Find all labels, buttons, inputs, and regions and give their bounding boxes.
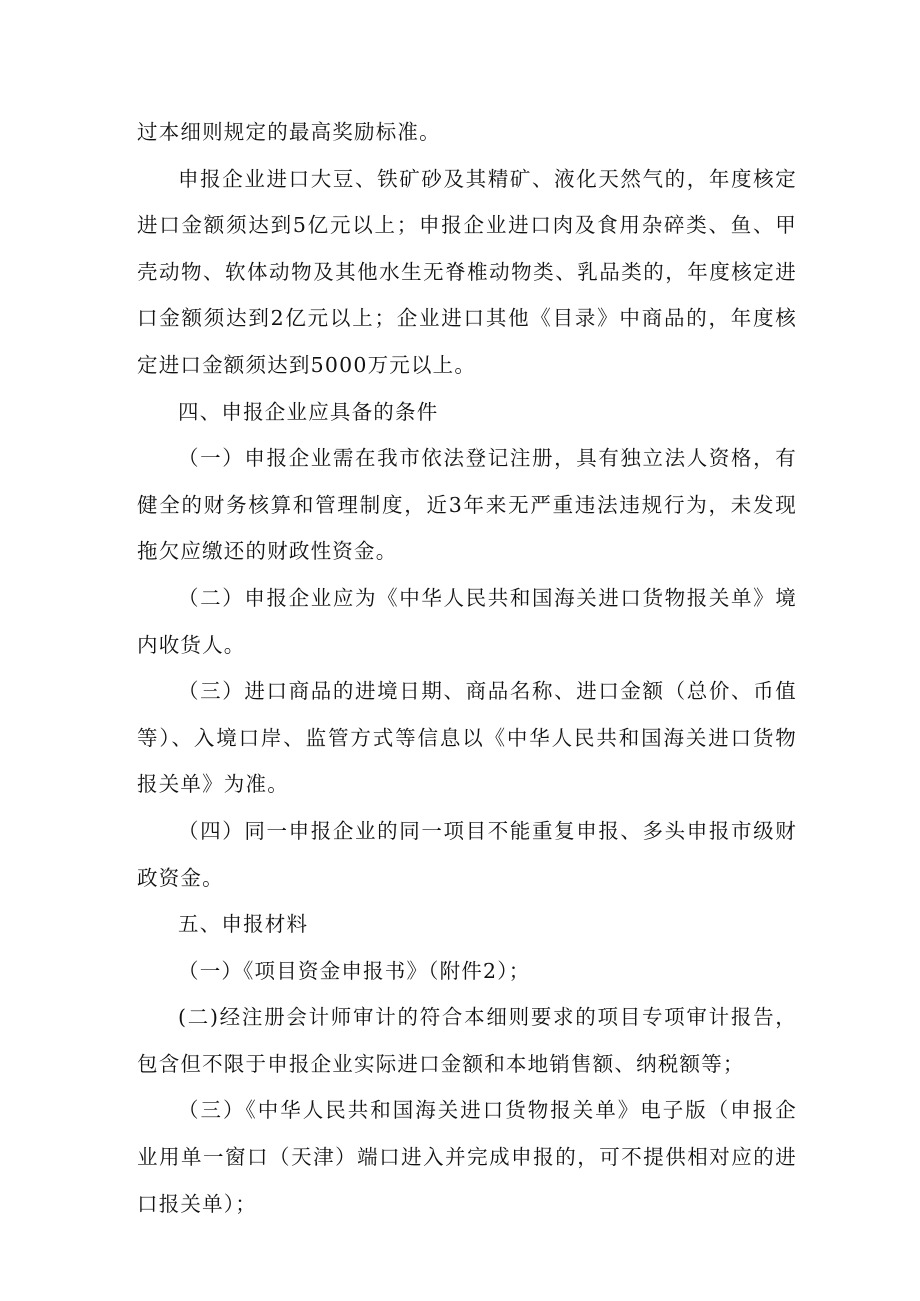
paragraph-import-thresholds: 申报企业进口大豆、铁矿砂及其精矿、液化天然气的，年度核定进口金额须达到5亿元以上；申报企业进口肉及食用杂碎类、鱼、甲壳动物、软体动物及其他水生无脊椎动物类、乳品类的，年度核定进口金额须达到2亿元以上；企业进口其他《目录》中商品的，年度核定进口金额须达到5000万元以上。 [137, 166, 797, 377]
paragraph-condition-1: （一）申报企业需在我市依法登记注册，具有独立法人资格，有健全的财务核算和管理制度，近3年来无严重违法违规行为，未发现拖欠应缴还的财政性资金。 [137, 446, 797, 564]
section-heading-conditions: 四、申报企业应具备的条件 [178, 399, 439, 424]
paragraph-condition-3: （三）进口商品的进境日期、商品名称、进口金额（总价、币值等）、入境口岸、监管方式等信息以《中华人民共和国海关进口货物报关单》为准。 [137, 679, 797, 797]
paragraph-continuation: 过本细则规定的最高奖励标准。 [137, 120, 441, 144]
document-page [137, 109, 797, 1227]
paragraph-material-3: （三）《中华人民共和国海关进口货物报关单》电子版（申报企业用单一窗口（天津）端口进入并完成申报的，可不提供相对应的进口报关单）； [137, 1098, 797, 1216]
paragraph-condition-2: （二）申报企业应为《中华人民共和国海关进口货物报关单》境内收货人。 [137, 585, 797, 657]
paragraph-material-2: (二)经注册会计师审计的符合本细则要求的项目专项审计报告，包含但不限于申报企业实际进口金额和本地销售额、纳税额等； [137, 1005, 797, 1076]
paragraph-condition-4: （四）同一申报企业的同一项目不能重复申报、多头申报市级财政资金。 [137, 818, 797, 890]
section-heading-materials: 五、申报材料 [178, 912, 309, 937]
paragraph-material-1: （一）《项目资金申报书》（附件2）； [178, 958, 531, 983]
